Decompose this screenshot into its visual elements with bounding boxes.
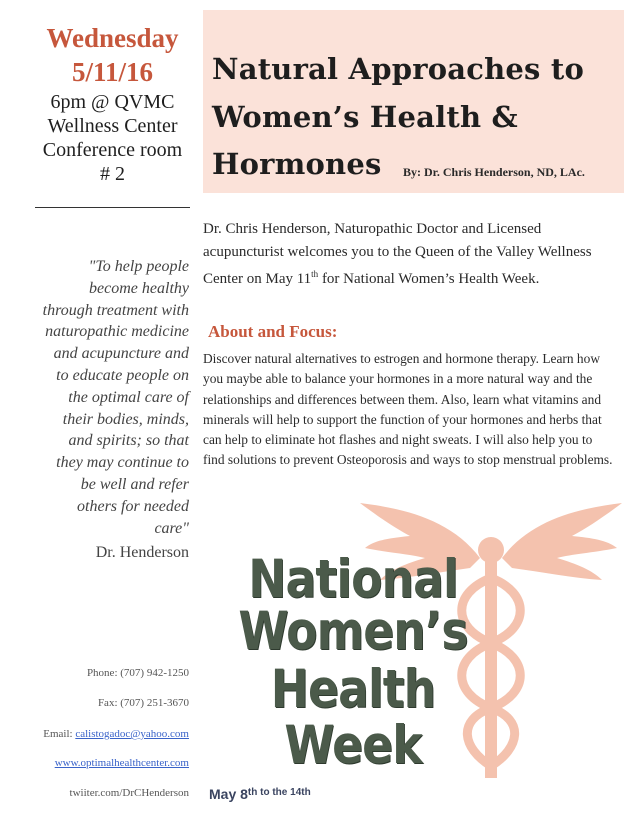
- contact-website: [20, 756, 189, 770]
- contact-twitter: twiiter.com/DrCHenderson: [69, 787, 189, 799]
- divider: [35, 207, 190, 208]
- website-link[interactable]: www.optimalhealthcenter.com: [54, 757, 189, 769]
- byline: By: Dr. Chris Henderson, ND, LAc.: [403, 165, 585, 179]
- phone-number: (707) 942-1250: [120, 667, 189, 679]
- poster-word-health: Health: [270, 659, 436, 720]
- poster-dates: [209, 786, 311, 802]
- page-title-line-1: Natural Approaches to: [212, 52, 584, 86]
- event-day: Wednesday: [46, 23, 179, 53]
- event-room: Conference room: [42, 139, 183, 161]
- contact-email: [20, 727, 189, 741]
- poster-word-national: National: [248, 549, 458, 610]
- page-title-line-2: Women’s Health &: [212, 100, 518, 134]
- contact-phone: [20, 666, 189, 680]
- email-link[interactable]: calistogadoc@yahoo.com: [75, 728, 189, 740]
- email-label: Email:: [43, 728, 73, 740]
- event-time: 6pm @ QVMC: [50, 91, 175, 113]
- intro-paragraph: [203, 218, 613, 291]
- event-date: 5/11/16: [71, 57, 153, 87]
- intro-text-end: for National Women’s Health Week.: [318, 271, 540, 287]
- event-room-number: # 2: [100, 163, 125, 185]
- poster-dates-rest: th to the 14th: [247, 787, 311, 798]
- poster-word-week: Week: [284, 715, 422, 776]
- intro-text: Dr. Chris Henderson, Naturopathic Doctor and Licensed acupuncturist welcomes you to the Queen of the Valley Wellness Center on May 11: [203, 221, 592, 287]
- event-place: Wellness Center: [47, 115, 178, 137]
- about-heading: About and Focus:: [208, 322, 338, 341]
- quote-author: Dr. Henderson: [95, 544, 189, 561]
- mission-quote: "To help people become healthy through treatment with naturopathic medicine and acupuncture and to educate people on the optimal care of their bodies, minds, and spirits; so that they may continue to be well and refer others for needed care": [42, 258, 189, 537]
- poster-word-womens: Women’s: [238, 601, 468, 662]
- fax-number: (707) 251-3670: [120, 697, 189, 709]
- fax-label: Fax:: [97, 697, 118, 709]
- contact-fax: [20, 696, 189, 710]
- phone-label: Phone:: [86, 667, 118, 679]
- intro-superscript: th: [311, 269, 319, 279]
- page-title-line-3: Hormones: [212, 147, 382, 181]
- poster-dates-month: May 8: [209, 786, 248, 802]
- about-paragraph: Discover natural alternatives to estrogen and hormone therapy. Learn how you maybe able to balance your hormones in a more natural way and the relationships and differences between them. Also, learn what vitamins and minerals will help to support the function of your hormones and herbs that can help to eliminate hot flashes and night sweats. I will also help you to find solutions to prevent Osteoporosis and ways to stop menstrual problems.: [203, 351, 613, 468]
